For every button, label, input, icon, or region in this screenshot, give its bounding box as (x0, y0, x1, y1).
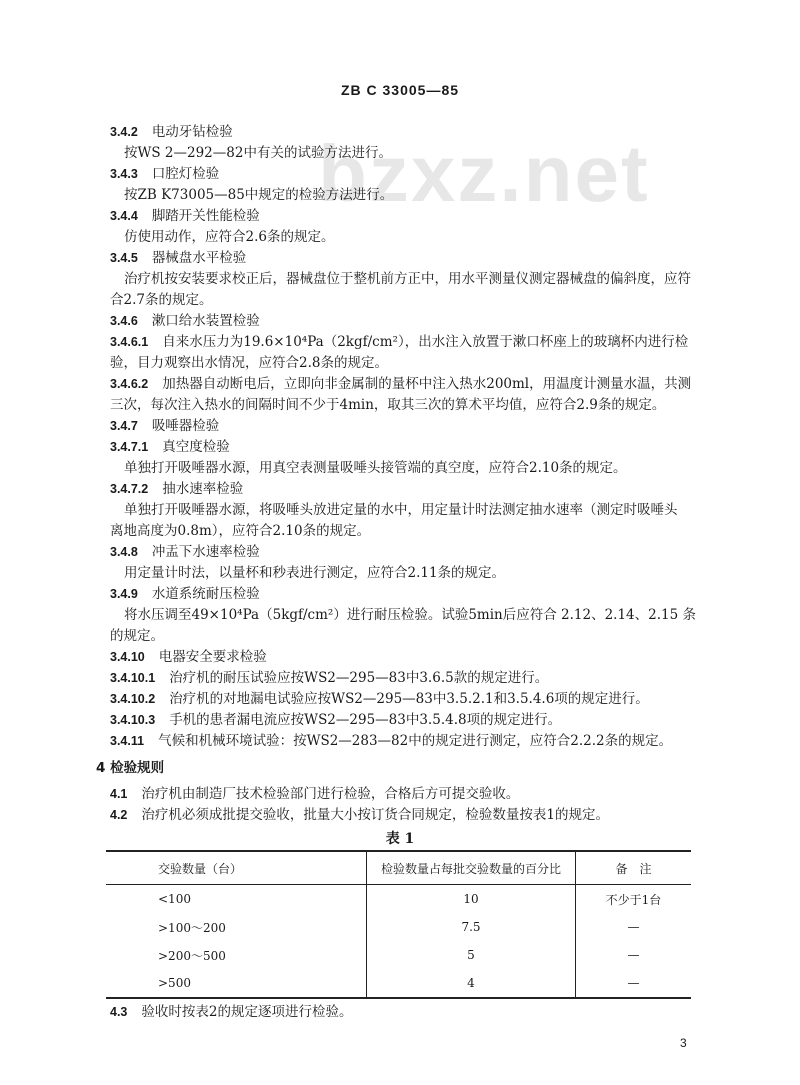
column-header: 检验数量占每批交验数量的百分比 (367, 851, 576, 885)
text-line: 仿使用动作，应符合2.6条的规定。 (124, 229, 335, 245)
table-cell: — (576, 969, 692, 998)
table-cell: 不少于1台 (576, 885, 692, 914)
text-line: 4.2 治疗机必须成批提交验收，批量大小按订货合同规定，检验数量按表1的规定。 (110, 807, 609, 823)
table-cell: >200～500 (158, 948, 226, 963)
text-line: 3.4.4 脚踏开关性能检验 (110, 208, 260, 224)
text-line: 3.4.10 电器安全要求检验 (110, 649, 267, 665)
text-line: 3.4.6 漱口给水装置检验 (110, 313, 260, 329)
text-line: 3.4.6.2 加热器自动断电后，立即向非金属制的量杯中注入热水200ml，用温度计测量水温，共测 (110, 376, 692, 392)
table-cell: — (576, 913, 692, 941)
text-line: 单独打开吸唾器水源，将吸唾头放进定量的水中，用定量计时法测定抽水速率（测定时吸唾头 (124, 502, 678, 518)
text-line: 4.3 验收时按表2的规定逐项进行检验。 (110, 1004, 353, 1020)
text-line: 将水压调至49×10⁴Pa（5kgf/cm²）进行耐压检验。试验5min后应符合 2.12、2.14、2.15 条 (124, 607, 696, 623)
section-heading: 4 检验规则 (96, 760, 165, 776)
table-row (106, 941, 691, 969)
text-line: 验，目力观察出水情况，应符合2.8条的规定。 (110, 355, 388, 371)
table-cell: — (576, 941, 692, 969)
table-row (106, 913, 691, 941)
table-cell: 5 (367, 941, 576, 969)
page-number: 3 (680, 1036, 687, 1050)
text-line: 3.4.10.3 手机的患者漏电流应按WS2—295—83中3.5.4.8项的规定进行。 (110, 712, 562, 728)
text-line: 治疗机按安装要求校正后，器械盘位于整机前方正中，用水平测量仪测定器械盘的偏斜度，应符 (124, 271, 691, 287)
text-line: 3.4.6.1 自来水压力为19.6×10⁴Pa（2kgf/cm²），出水注入放置于漱口杯座上的玻璃杯内进行检 (110, 334, 689, 350)
table-caption: 表 1 (385, 831, 415, 847)
text-line: 3.4.7.2 抽水速率检验 (110, 481, 244, 497)
text-line: 单独打开吸唾器水源，用真空表测量吸唾头接管端的真空度，应符合2.10条的规定。 (124, 460, 627, 476)
text-line: 按WS 2—292—82中有关的试验方法进行。 (124, 145, 392, 161)
text-line: 3.4.2 电动牙钻检验 (110, 124, 233, 140)
text-line: 的规定。 (110, 628, 164, 644)
text-line: 离地高度为0.8m），应符合2.10条的规定。 (110, 523, 371, 539)
table-cell: >100～200 (158, 920, 226, 935)
text-line: 三次，每次注入热水的间隔时间不少于4min，取其三次的算术平均值，应符合2.9条的规定。 (110, 397, 666, 413)
text-line: 3.4.10.1 治疗机的耐压试验应按WS2—295—83中3.6.5款的规定进行。 (110, 670, 549, 686)
text-line: 3.4.5 器械盘水平检验 (110, 250, 247, 266)
column-header: 备 注 (576, 851, 692, 885)
column-header: 交验数量（台） (106, 851, 367, 885)
inspection-quantity-table (106, 850, 691, 999)
table-header-row (106, 851, 691, 885)
text-line: 4.1 治疗机由制造厂技术检验部门进行检验，合格后方可提交验收。 (110, 786, 520, 802)
document-header: ZB C 33005—85 (340, 82, 460, 98)
table-cell: 7.5 (367, 913, 576, 941)
text-line: 按ZB K73005—85中规定的检验方法进行。 (124, 187, 394, 203)
table-cell: 10 (367, 885, 576, 914)
text-line: 3.4.10.2 治疗机的对地漏电试验应按WS2—295—83中3.5.2.1和3.5.4.6项的规定进行。 (110, 691, 649, 707)
text-line: 合2.7条的规定。 (110, 292, 213, 308)
table-cell: >500 (158, 976, 191, 990)
table-row (106, 969, 691, 998)
text-line: 3.4.11 气候和机械环境试验：按WS2—283—82中的规定进行测定，应符合2.2.2条的规定。 (110, 733, 673, 749)
text-line: 3.4.3 口腔灯检验 (110, 166, 220, 182)
text-line: 用定量计时法，以量杯和秒表进行测定，应符合2.11条的规定。 (124, 565, 506, 581)
text-line: 3.4.9 水道系统耐压检验 (110, 586, 260, 602)
text-line: 3.4.7 吸唾器检验 (110, 418, 220, 434)
table-row (106, 885, 691, 914)
text-line: 3.4.8 冲盂下水速率检验 (110, 544, 260, 560)
table-cell: <100 (158, 892, 191, 906)
table-cell: 4 (367, 969, 576, 998)
text-line: 3.4.7.1 真空度检验 (110, 439, 230, 455)
watermark: bzxz.net (318, 129, 650, 218)
